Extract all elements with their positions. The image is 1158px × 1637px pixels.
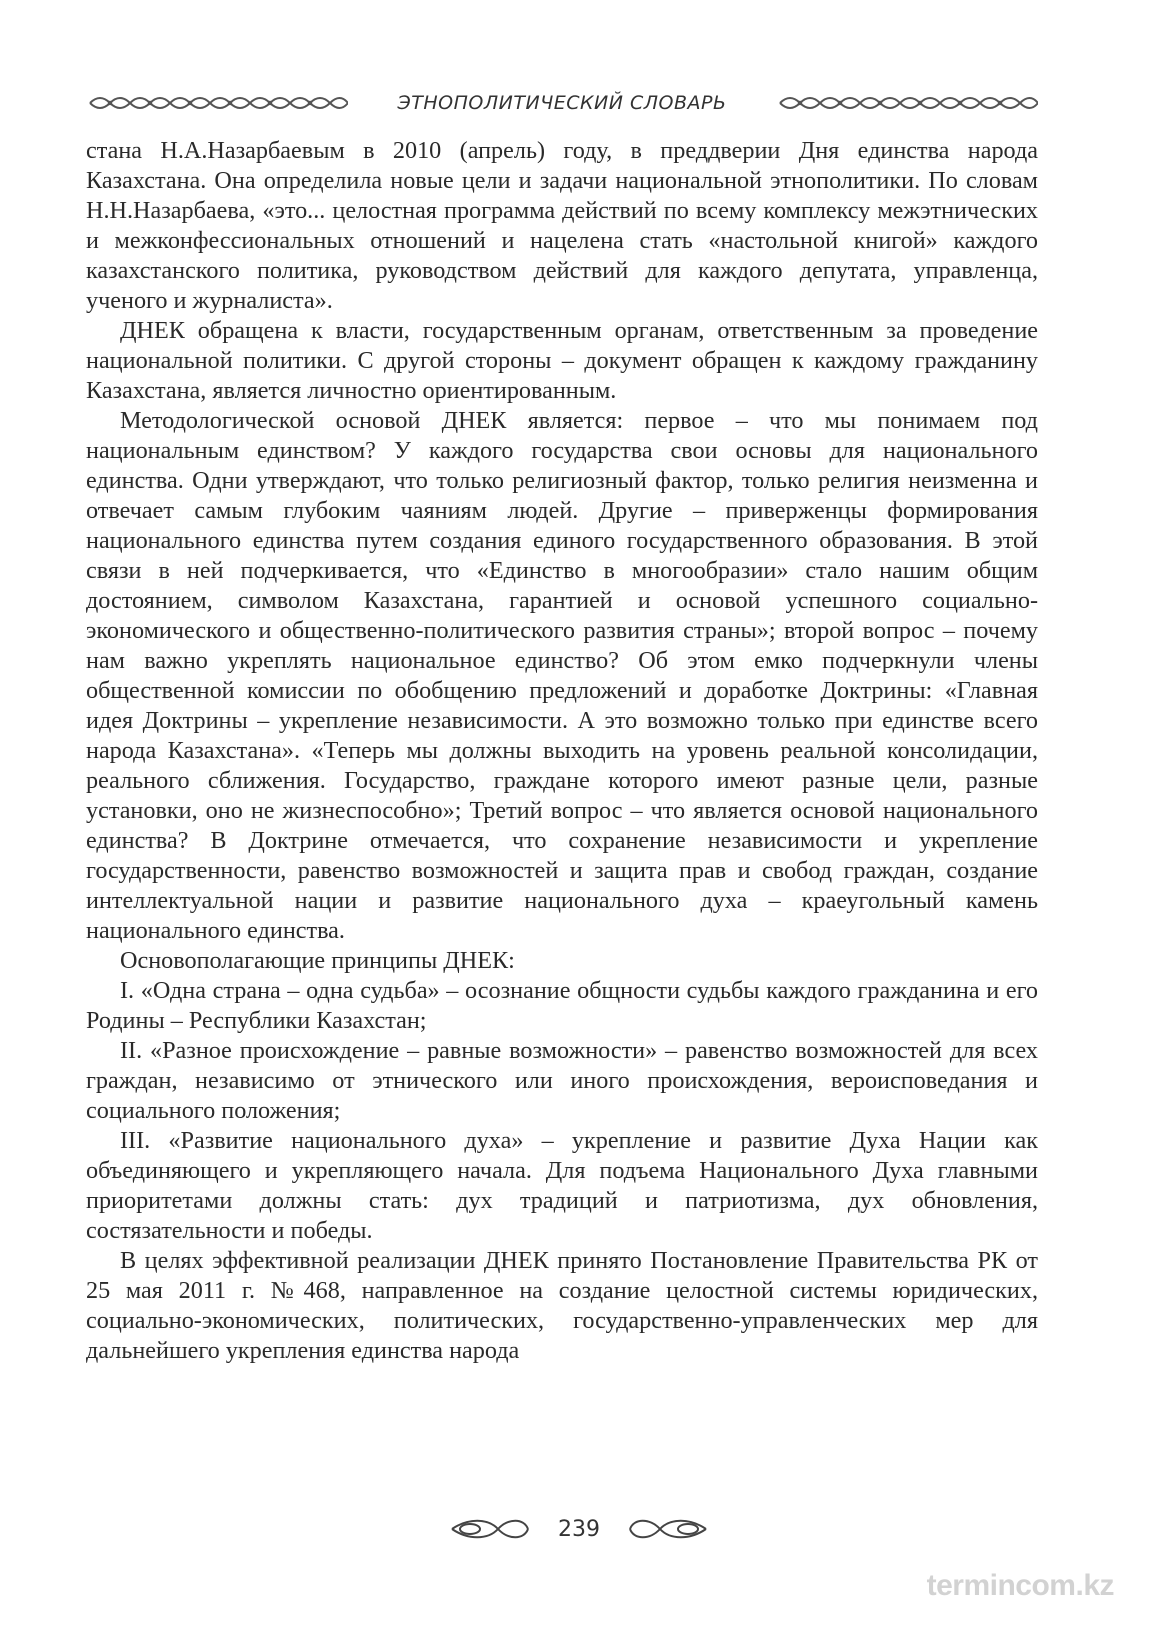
left-ornament-icon <box>86 92 348 114</box>
paragraph-continuation: стана Н.А.Назарбаевым в 2010 (апрель) году, в преддверии Дня единства народа Казахстана. Она определила новые цели и задачи национальной этнополитики. По словам Н.Н.Назарбаева, «это... целостная программа действий по всему комплексу межэтнических и межконфессиональных отношений и нацелена стать «настольной книгой» каждого казахстанского политика, руководством действий для каждого депутата, управленца, ученого и журналиста». <box>86 137 1038 314</box>
left-flourish-icon <box>448 1516 532 1542</box>
paragraph-principle-1: I. «Одна страна – одна судьба» – осознание общности судьбы каждого гражданина и его Родины – Республики Казахстан; <box>86 977 1038 1034</box>
running-header <box>86 88 1038 118</box>
article-body <box>86 136 1038 1366</box>
paragraph-dnek-audience: ДНЕК обращена к власти, государственным органам, ответственным за проведение национальной политики. С другой стороны – документ обращен к каждому гражданину Казахстана, является личностно ориентированным. <box>86 317 1038 404</box>
paragraph-principle-2: II. «Разное происхождение – равные возможности» – равенство возможностей для всех граждан, независимо от этнического или иного происхождения, вероисповедания и социального положения; <box>86 1037 1038 1124</box>
right-ornament-icon <box>776 92 1038 114</box>
page-number: 239 <box>558 1516 600 1542</box>
paragraph-implementation: В целях эффективной реализации ДНЕК принято Постановление Правительства РК от 25 мая 2011 г. №468, направленное на создание целостной системы юридических, социально-экономических, политических, государственно-управленческих мер для дальнейшего укрепления единства народа <box>86 1247 1038 1364</box>
header-title: ЭТНОПОЛИТИЧЕСКИЙ СЛОВАРЬ <box>397 92 727 114</box>
paragraph-principle-3: III. «Развитие национального духа» – укрепление и развитие Духа Нации как объединяющего и укрепляющего начала. Для подъема Национального Духа главными приоритетами должны стать: дух традиций и патриотизма, дух обновления, состязательности и победы. <box>86 1127 1038 1244</box>
paragraph-methodology: Методологической основой ДНЕК является: первое – что мы понимаем под национальным единством? У каждого государства свои основы для национального единства. Одни утверждают, что только религиозный фактор, только религия неизменна и отвечает самым глубоким чаяниям людей. Другие – приверженцы формирования национального единства путем создания единого государственного образования. В этой связи в ней подчеркивается, что «Единство в многообразии» стало нашим общим достоянием, символом Казахстана, гарантией и основой успешного социально-экономического и общественно-политического развития страны»; второй вопрос – почему нам важно укреплять национальное единство? Об этом емко подчеркнули члены общественной комиссии по обобщению предложений и доработке Доктрины: «Главная идея Доктрины – укрепление независимости. А это возможно только при единстве всего народа Казахстана». «Теперь мы должны выходить на уровень реальной консолидации, реального сближения. Государство, граждане которого имеют разные цели, разные установки, оно не жизнеспособно»; Третий вопрос – что является основой национального единства? В Доктрине отмечается, что сохранение независимости и укрепление государственности, равенство возможностей и защита прав и свобод граждан, создание интеллектуальной нации и развитие национального духа – краеугольный камень национального единства. <box>86 407 1038 944</box>
right-flourish-icon <box>626 1516 710 1542</box>
paragraph-principles-heading: Основополагающие принципы ДНЕК: <box>120 947 515 974</box>
page-footer <box>0 1509 1158 1549</box>
watermark: termincom.kz <box>926 1569 1114 1602</box>
